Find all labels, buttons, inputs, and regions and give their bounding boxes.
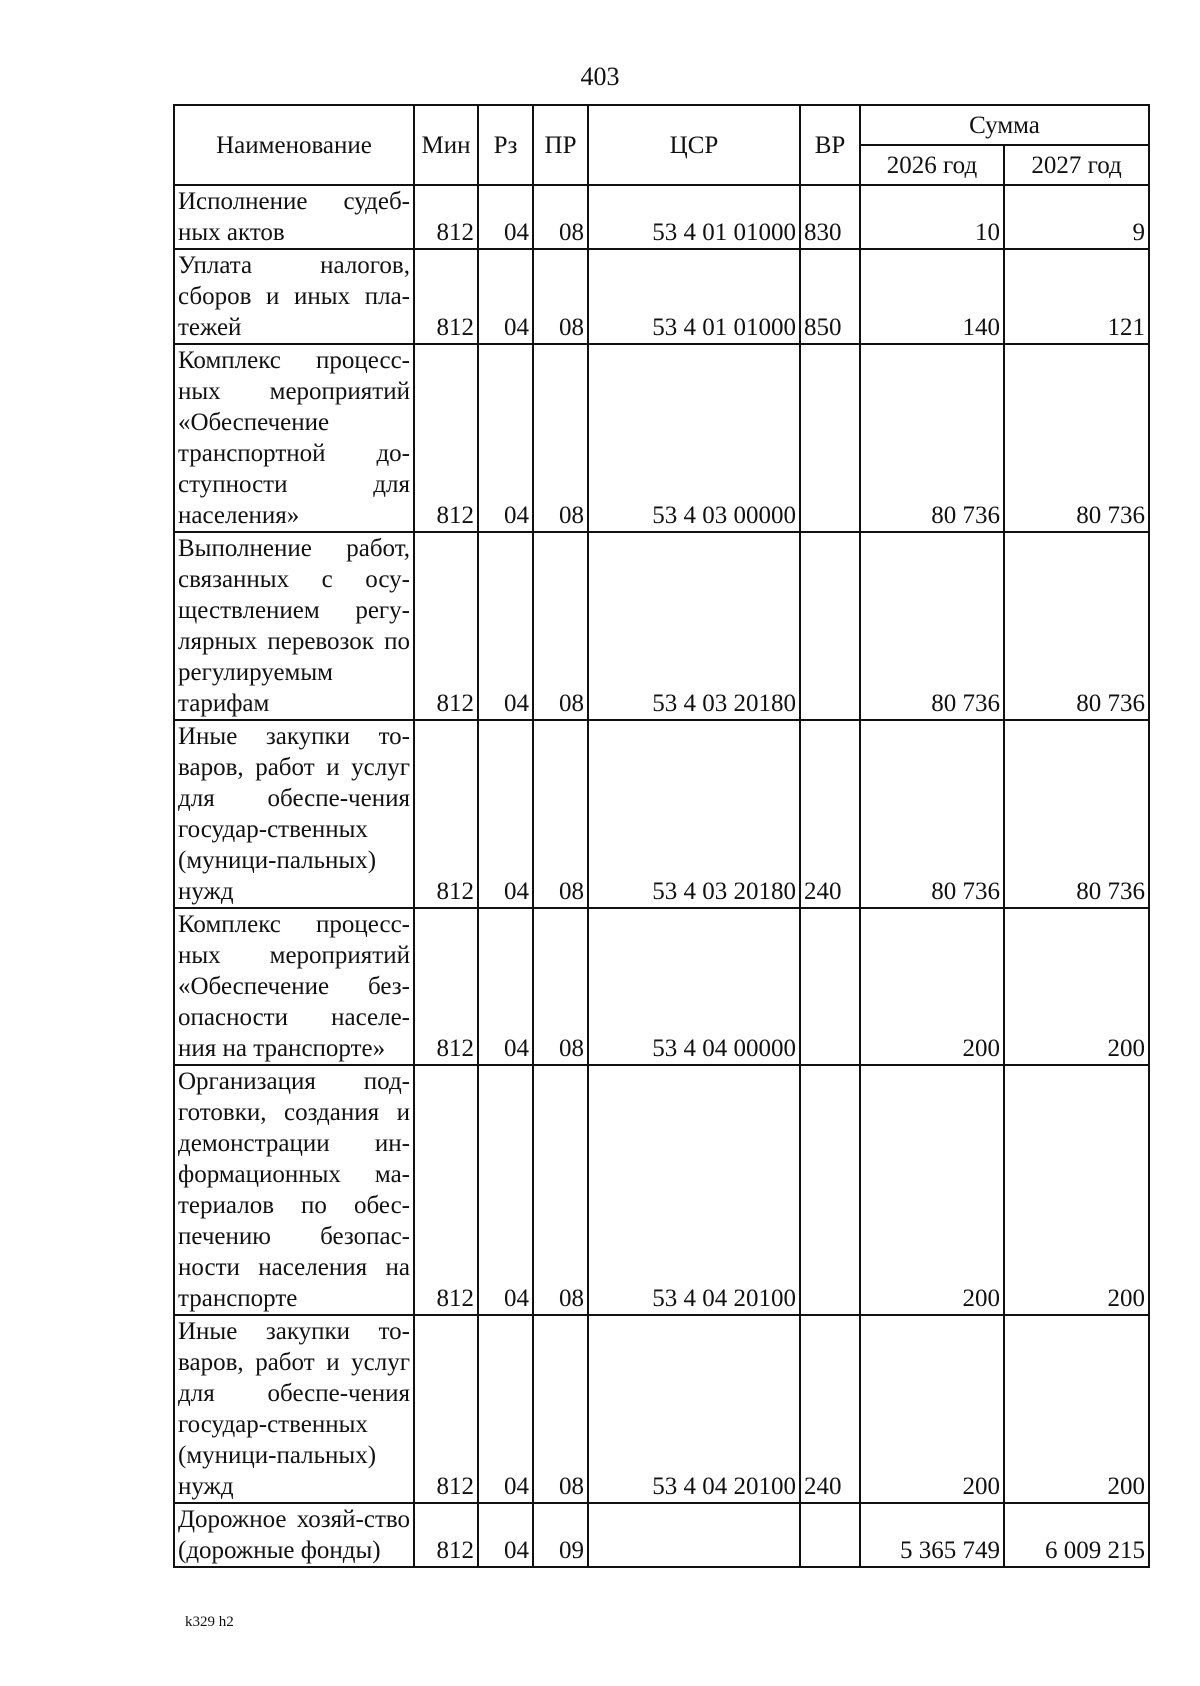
row-pr: 08	[533, 1315, 588, 1503]
row-min: 812	[414, 1315, 478, 1503]
row-pr: 08	[533, 720, 588, 908]
row-name: Выполнение работ, связанных с осу-ществлением регу-лярных перевозок по регулируемым тарифам	[174, 532, 414, 720]
row-min: 812	[414, 1503, 478, 1567]
row-csr: 53 4 04 20100	[588, 1065, 800, 1315]
row-sum-2026: 10	[860, 185, 1004, 249]
row-min: 812	[414, 720, 478, 908]
page-number: 403	[580, 62, 620, 91]
row-pr: 09	[533, 1503, 588, 1567]
footer-code: k329 h2	[185, 1614, 234, 1630]
header-csr: ЦСР	[588, 105, 800, 185]
table-row	[174, 1315, 1149, 1503]
row-pr: 08	[533, 344, 588, 532]
header-name: Наименование	[174, 105, 414, 185]
row-pr: 08	[533, 532, 588, 720]
row-sum-2027: 9	[1004, 185, 1149, 249]
table-row	[174, 1503, 1149, 1567]
row-sum-2026: 200	[860, 908, 1004, 1065]
row-name: Комплекс процесс-ных мероприятий «Обеспечение без-опасности населе-ния на транспорте»	[174, 908, 414, 1065]
table-row	[174, 344, 1149, 532]
row-name: Исполнение судеб-ных актов	[174, 185, 414, 249]
row-vr: 830	[800, 185, 860, 249]
row-min: 812	[414, 344, 478, 532]
header-year-2027: 2027 год	[1004, 145, 1149, 185]
header-year-2026: 2026 год	[860, 145, 1004, 185]
row-name: Иные закупки то-варов, работ и услуг для обеспе-чения государ-ственных (муници-пальных) нужд	[174, 1315, 414, 1503]
table-row	[174, 185, 1149, 249]
row-sum-2027: 200	[1004, 908, 1149, 1065]
row-rz: 04	[478, 1315, 533, 1503]
row-sum-2026: 80 736	[860, 532, 1004, 720]
table-row	[174, 1065, 1149, 1315]
row-csr	[588, 1503, 800, 1567]
row-csr: 53 4 04 00000	[588, 908, 800, 1065]
row-rz: 04	[478, 1065, 533, 1315]
row-pr: 08	[533, 1065, 588, 1315]
row-pr: 08	[533, 185, 588, 249]
row-rz: 04	[478, 249, 533, 344]
row-rz: 04	[478, 344, 533, 532]
row-sum-2026: 5 365 749	[860, 1503, 1004, 1567]
row-csr: 53 4 01 01000	[588, 185, 800, 249]
row-sum-2027: 6 009 215	[1004, 1503, 1149, 1567]
budget-table	[173, 104, 1150, 1568]
row-csr: 53 4 03 20180	[588, 720, 800, 908]
row-pr: 08	[533, 908, 588, 1065]
row-csr: 53 4 03 20180	[588, 532, 800, 720]
row-sum-2026: 200	[860, 1315, 1004, 1503]
row-rz: 04	[478, 1503, 533, 1567]
row-vr: 240	[800, 720, 860, 908]
row-vr	[800, 1503, 860, 1567]
row-csr: 53 4 03 00000	[588, 344, 800, 532]
header-pr: ПР	[533, 105, 588, 185]
table-row	[174, 532, 1149, 720]
row-name: Уплата налогов, сборов и иных пла-тежей	[174, 249, 414, 344]
row-name: Организация под-готовки, создания и демонстрации ин-формационных ма-териалов по обес-печению безопас-ности населения на транспорте	[174, 1065, 414, 1315]
table-row	[174, 908, 1149, 1065]
row-rz: 04	[478, 720, 533, 908]
row-sum-2027: 80 736	[1004, 344, 1149, 532]
header-min: Мин	[414, 105, 478, 185]
row-min: 812	[414, 185, 478, 249]
row-sum-2027: 80 736	[1004, 720, 1149, 908]
table-row	[174, 720, 1149, 908]
row-csr: 53 4 01 01000	[588, 249, 800, 344]
row-vr	[800, 532, 860, 720]
row-vr	[800, 1065, 860, 1315]
row-sum-2027: 200	[1004, 1065, 1149, 1315]
row-sum-2027: 121	[1004, 249, 1149, 344]
row-pr: 08	[533, 249, 588, 344]
row-vr: 850	[800, 249, 860, 344]
row-sum-2027: 80 736	[1004, 532, 1149, 720]
row-sum-2026: 200	[860, 1065, 1004, 1315]
row-min: 812	[414, 1065, 478, 1315]
header-rz: Рз	[478, 105, 533, 185]
row-min: 812	[414, 908, 478, 1065]
table-row	[174, 249, 1149, 344]
header-sum: Сумма	[860, 105, 1149, 145]
row-name: Дорожное хозяй-ство (дорожные фонды)	[174, 1503, 414, 1567]
row-name: Комплекс процесс-ных мероприятий «Обеспечение транспортной до-ступности для населения»	[174, 344, 414, 532]
row-sum-2026: 80 736	[860, 344, 1004, 532]
row-min: 812	[414, 532, 478, 720]
row-min: 812	[414, 249, 478, 344]
row-name: Иные закупки то-варов, работ и услуг для обеспе-чения государ-ственных (муници-пальных) нужд	[174, 720, 414, 908]
row-sum-2027: 200	[1004, 1315, 1149, 1503]
row-vr	[800, 908, 860, 1065]
row-vr	[800, 344, 860, 532]
row-rz: 04	[478, 908, 533, 1065]
header-vr: ВР	[800, 105, 860, 185]
row-vr: 240	[800, 1315, 860, 1503]
row-rz: 04	[478, 185, 533, 249]
row-sum-2026: 140	[860, 249, 1004, 344]
row-sum-2026: 80 736	[860, 720, 1004, 908]
row-rz: 04	[478, 532, 533, 720]
row-csr: 53 4 04 20100	[588, 1315, 800, 1503]
